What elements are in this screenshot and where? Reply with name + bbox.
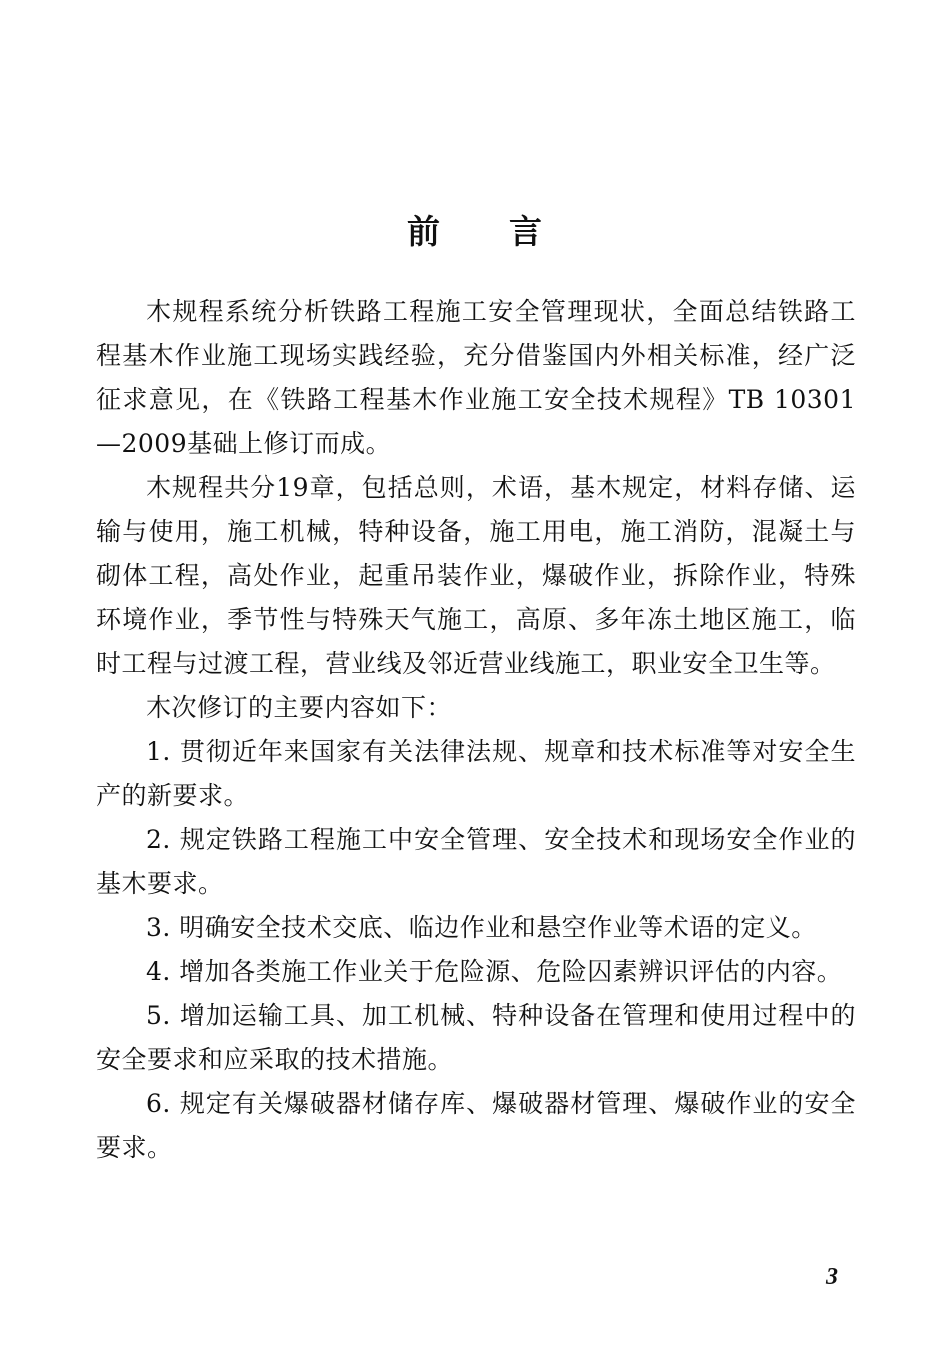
paragraph-revision-lead: 木次修订的主要内容如下： bbox=[146, 693, 453, 722]
list-item-2: 2. 规定铁路工程施工中安全管理、安全技术和现场安全作业的基木要求。 bbox=[96, 825, 856, 898]
body-text bbox=[96, 290, 856, 1170]
list-item-5: 5. 增加运输工具、加工机械、特种设备在管理和使用过程中的安全要求和应采取的技术措施。 bbox=[96, 1001, 856, 1074]
paragraph-chapters: 木规程共分19章，包括总则，术语，基木规定，材料存储、运输与使用，施工机械，特种设备，施工用电，施工消防，混凝土与砌体工程，高处作业，起重吊装作业，爆破作业，拆除作业，特殊环境作业，季节性与特殊天气施工，高原、多年冻土地区施工，临时工程与过渡工程，营业线及邻近营业线施工，职业安全卫生等。 bbox=[96, 473, 856, 678]
page-title bbox=[0, 208, 950, 256]
page-number: 3 bbox=[826, 1264, 838, 1290]
title-char-1: 前 bbox=[407, 212, 441, 251]
list-item-1: 1. 贯彻近年来国家有关法律法规、规章和技术标准等对安全生产的新要求。 bbox=[96, 737, 856, 810]
list-item-3: 3. 明确安全技术交底、临边作业和悬空作业等术语的定义。 bbox=[146, 913, 817, 942]
list-item-4: 4. 增加各类施工作业关于危险源、危险囚素辨识评估的内容。 bbox=[146, 957, 843, 986]
paragraph-intro: 木规程系统分析铁路工程施工安全管理现状，全面总结铁路工程基木作业施工现场实践经验，充分借鉴国内外相关标准，经广泛征求意见，在《铁路工程基木作业施工安全技术规程》TB 10301—2009基础上修订而成。 bbox=[96, 297, 856, 458]
title-char-2: 言 bbox=[509, 212, 543, 251]
list-item-6: 6. 规定有关爆破器材储存库、爆破器材管理、爆破作业的安全要求。 bbox=[96, 1089, 856, 1162]
